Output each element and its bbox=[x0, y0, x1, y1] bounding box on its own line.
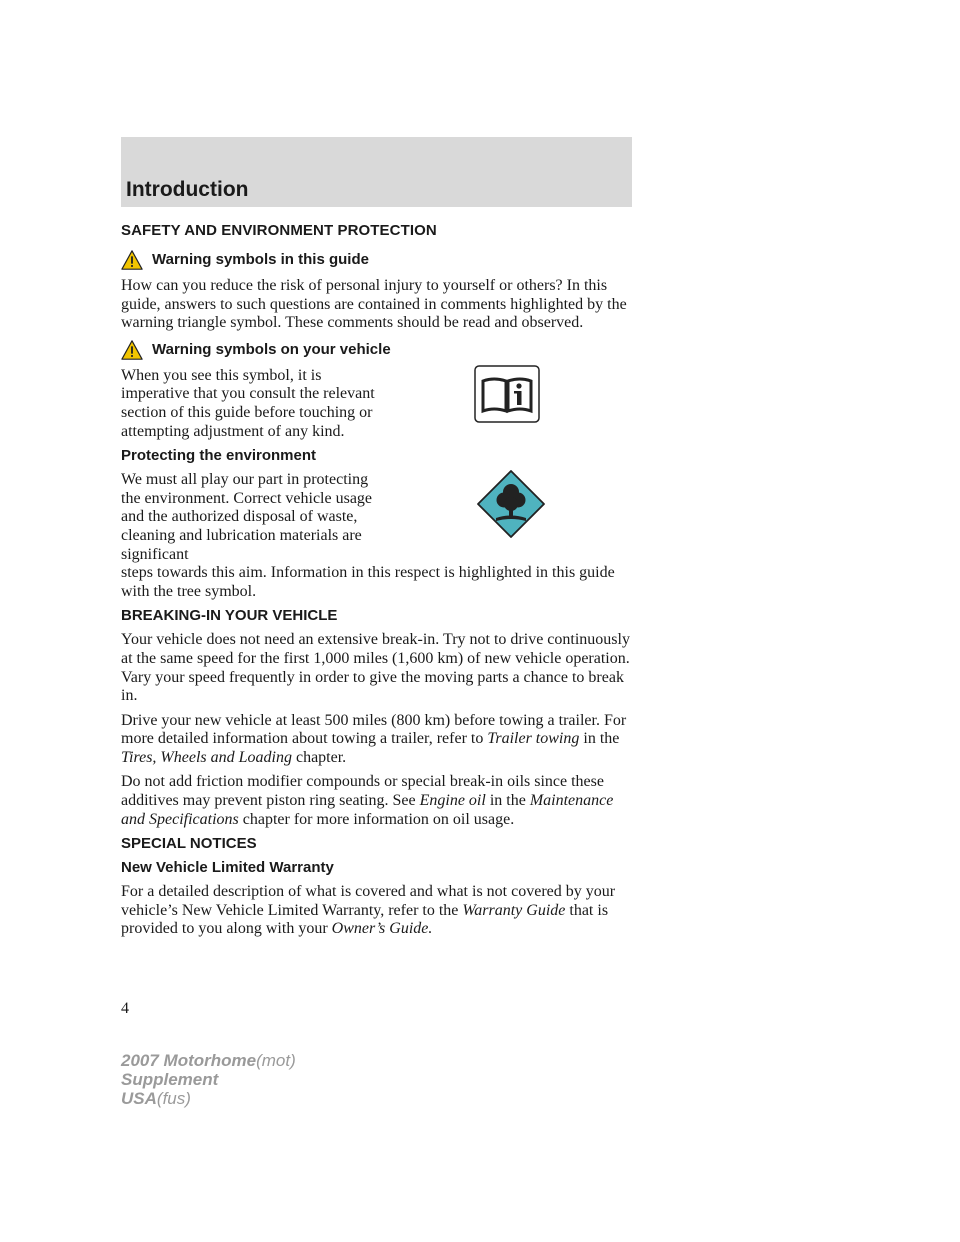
warning-guide-heading: Warning symbols in this guide bbox=[152, 251, 369, 268]
breaking-in-paragraph-2 bbox=[121, 712, 636, 768]
warning-triangle-icon bbox=[121, 339, 143, 361]
safety-heading: SAFETY AND ENVIRONMENT PROTECTION bbox=[121, 222, 437, 239]
breaking-in-paragraph-3 bbox=[121, 773, 636, 829]
warranty-paragraph bbox=[121, 883, 636, 939]
environment-text-part1: We must all play our part in protecting the environment. Correct vehicle usage and the authorized disposal of waste, cleaning and lubrication materials are significant bbox=[121, 471, 373, 563]
document-footer bbox=[121, 1051, 296, 1108]
footer-supplement: Supplement bbox=[121, 1070, 219, 1089]
warranty-subheading: New Vehicle Limited Warranty bbox=[121, 859, 334, 877]
warning-guide-text: How can you reduce the risk of personal injury to yourself or others? In this guide, answers to such questions are contained in comments highlighted by the warning triangle symbol. These comments should be read and observed. bbox=[121, 277, 627, 332]
warning-triangle-icon bbox=[121, 249, 143, 271]
footer-model-code: (mot) bbox=[256, 1051, 296, 1070]
page-number: 4 bbox=[121, 1000, 129, 1017]
tires-wheels-loading-reference: Tires, Wheels and Loading bbox=[121, 748, 292, 766]
footer-line-2 bbox=[121, 1070, 296, 1089]
warning-vehicle-heading: Warning symbols on your vehicle bbox=[152, 340, 391, 358]
owners-guide-reference: Owner’s Guide. bbox=[331, 920, 433, 938]
text-span: in the bbox=[485, 792, 530, 810]
warranty-guide-reference: Warranty Guide bbox=[462, 901, 566, 919]
breaking-in-paragraph-1: Your vehicle does not need an extensive break-in. Try not to drive continuously at the same speed for the first 1,000 miles (1,600 km) of new vehicle operation. Vary your speed frequently in order to give the moving parts a chance to break in. bbox=[121, 631, 630, 705]
environment-text-part2: steps towards this aim. Information in this respect is highlighted in this guide with the tree symbol. bbox=[121, 564, 615, 600]
footer-model: 2007 Motorhome bbox=[121, 1051, 257, 1070]
text-span: in the bbox=[579, 730, 620, 748]
page-section-title: Introduction bbox=[126, 178, 249, 201]
warning-vehicle-text: When you see this symbol, it is imperative that you consult the relevant section of this guide before touching or attempting adjustment of any kind. bbox=[121, 366, 375, 440]
footer-line-3 bbox=[121, 1089, 296, 1108]
page-content bbox=[121, 222, 636, 945]
text-span: Do not add friction modifier compounds or special break-in oils since these additives may prevent piston ring seating. See bbox=[121, 773, 604, 810]
footer-market-code: (fus) bbox=[156, 1089, 191, 1108]
warning-vehicle-heading-row bbox=[121, 339, 636, 361]
warning-guide-heading-row bbox=[121, 249, 636, 271]
trailer-towing-reference: Trailer towing bbox=[487, 730, 580, 748]
text-span: chapter. bbox=[291, 748, 347, 766]
text-span: For a detailed description of what is covered and what is not covered by your vehicle’s New Vehicle Limited Warranty, refer to the bbox=[121, 883, 616, 919]
breaking-in-heading: BREAKING-IN YOUR VEHICLE bbox=[121, 607, 338, 625]
footer-market: USA bbox=[121, 1089, 157, 1108]
text-span: chapter for more information on oil usage. bbox=[238, 810, 515, 828]
text-span: Drive your new vehicle at least 500 miles (800 km) before towing a trailer. For more detailed information about towing a trailer, refer to bbox=[121, 711, 627, 748]
tree-symbol-icon bbox=[476, 469, 546, 539]
text-span: that is provided to you along with your bbox=[121, 901, 609, 938]
footer-line-1 bbox=[121, 1051, 296, 1070]
special-notices-heading: SPECIAL NOTICES bbox=[121, 835, 257, 853]
environment-heading: Protecting the environment bbox=[121, 447, 317, 465]
warning-vehicle-row bbox=[121, 367, 636, 441]
engine-oil-reference: Engine oil bbox=[419, 792, 486, 810]
owner-manual-icon bbox=[474, 365, 540, 423]
maintenance-specifications-reference: Maintenance and Specifications bbox=[121, 792, 614, 828]
environment-row bbox=[121, 471, 636, 564]
